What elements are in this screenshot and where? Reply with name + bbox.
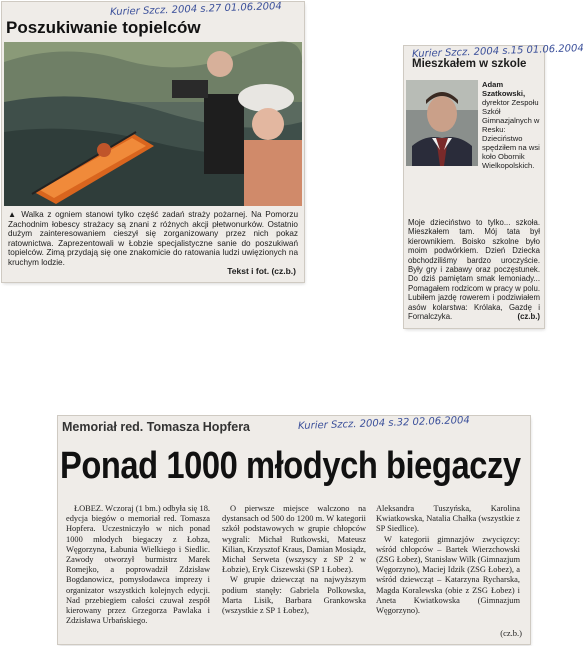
article-credit: (cz.b.) [517, 312, 540, 322]
paragraph: W grupie dziewcząt na najwyższym podium stanęły: Gabriela Polkowska, Marta Lisik, Barbara Grankowska (wszystkie z SP 1 Łobez), [222, 575, 366, 616]
paragraph: O pierwsze miejsce walczono na dystansach od 500 do 1200 m. W kategorii szkół podstawowych w grupie chłopców wygrali: Michał Rutkowski, Mateusz Kilian, Krzysztof Kraus, Damian Mosiądz, Michał Serweta (wszyscy z SP 2 w Łobzie), Eryk Ciszewski (SP 1 Łobez). [222, 504, 366, 575]
clipping-interview [404, 43, 584, 328]
paragraph: W kategorii gimnazjów zwycięzcy: wśród chłopców – Bartek Wierzchowski (ZSG Łobez), Stanisław Wilk (Gimnazjum Węgorzyno), Maciej Idzik (ZSG Łobez), a wśród dziewcząt – Katarzyna Rycharska, Magda Koralewska (obie z ZSG Łobez) i Aneta Kwiatkowska (Gimnazjum Węgorzyno). [376, 534, 520, 616]
photo-caption: ▲ Walka z ogniem stanowi tylko część zadań straży pożarnej. Na Pomorzu Zachodnim łobescy strażacy są znani z różnych akcji płetwonurków. Ostatnio dużym zainteresowaniem cieszył się zorganizowany przez nich pokaz ratownictwa. Zaprezentowali w Łobzie specjalistyczne sanie do poszukiwań topielców. Zimą przydają się one znakomicie do ratowania ludzi uwięzionych na kruchym lodzie. [8, 210, 298, 267]
article-headline: Ponad 1000 młodych biegaczy [60, 445, 521, 487]
handwritten-source-note: Kurier Szcz. 2004 s.27 01.06.2004 [109, 1, 282, 18]
article-kicker: Memoriał red. Tomasza Hopfera [62, 420, 251, 434]
article-text: Moje dzieciństwo to tylko... szkoła. Mieszkałem tam. Mój tata był kierownikiem. Boisko szkolne było moim podwórkiem. Dzień Dziecka obchodziliśmy bardzo uroczyście. Były gry i zabawy oraz poczęstunek. Do dziś pamiętam smak lemoniady... Pomagałem rodzicom w pracy w polu. Lubiłem jazdę rowerem i podziwiałem asów kolarstwa: Królaka, Gazdę i Fornalczyka. [408, 218, 540, 322]
article-column-1 [66, 504, 210, 626]
article-title: Poszukiwanie topielców [6, 18, 201, 37]
article-credit: Tekst i fot. (cz.b.) [227, 266, 296, 276]
paragraph: Aleksandra Tuszyńska, Karolina Kwiatkowska, Natalia Chałka (wszystkie z SP Siedlice). [376, 504, 520, 534]
photo-rescue-demo [4, 42, 302, 206]
paragraph: ŁOBEZ. Wczoraj (1 bm.) odbyła się 18. edycja biegów o memoriał red. Tomasza Hopfera. Uczestniczyło w nich ponad 1000 młodych biegaczy z Łobza, Węgorzyna, Łabunia Wielkiego i Siedlic. Zawody otworzył burmistrz Marek Romejko, a poprowadził Zdzisław Bogdanowicz, pomysłodawca imprezy i organizator wszystkich kolejnych edycji. Nad przebiegiem całości czuwał zespół kierowany przez Grzegorza Pawlaka i Zdzisława Urbańskiego. [66, 504, 210, 626]
clipping-firefighters [2, 2, 304, 282]
article-credit: (cz.b.) [500, 628, 522, 638]
article-column-3 [376, 504, 520, 616]
interviewee-intro: dyrektor Zespołu Szkół Gimnazjalnych w Resku: Dzieciństwo spędziłem na wsi koło Obornik Wielkopolskich. [482, 98, 540, 170]
article-title: Mieszkałem w szkole [412, 58, 527, 70]
article-body [408, 218, 540, 321]
article-column-2 [222, 504, 366, 616]
handwritten-source-note: Kurier Szcz. 2004 s.15 01.06.2004 [411, 43, 584, 60]
portrait-photo [406, 80, 478, 166]
interviewee-name: Adam Szatkowski, [482, 80, 526, 98]
handwritten-source-note: Kurier Szcz. 2004 s.32 02.06.2004 [297, 415, 470, 432]
clipping-running-memorial [58, 416, 530, 644]
lead-paragraph [482, 80, 540, 170]
